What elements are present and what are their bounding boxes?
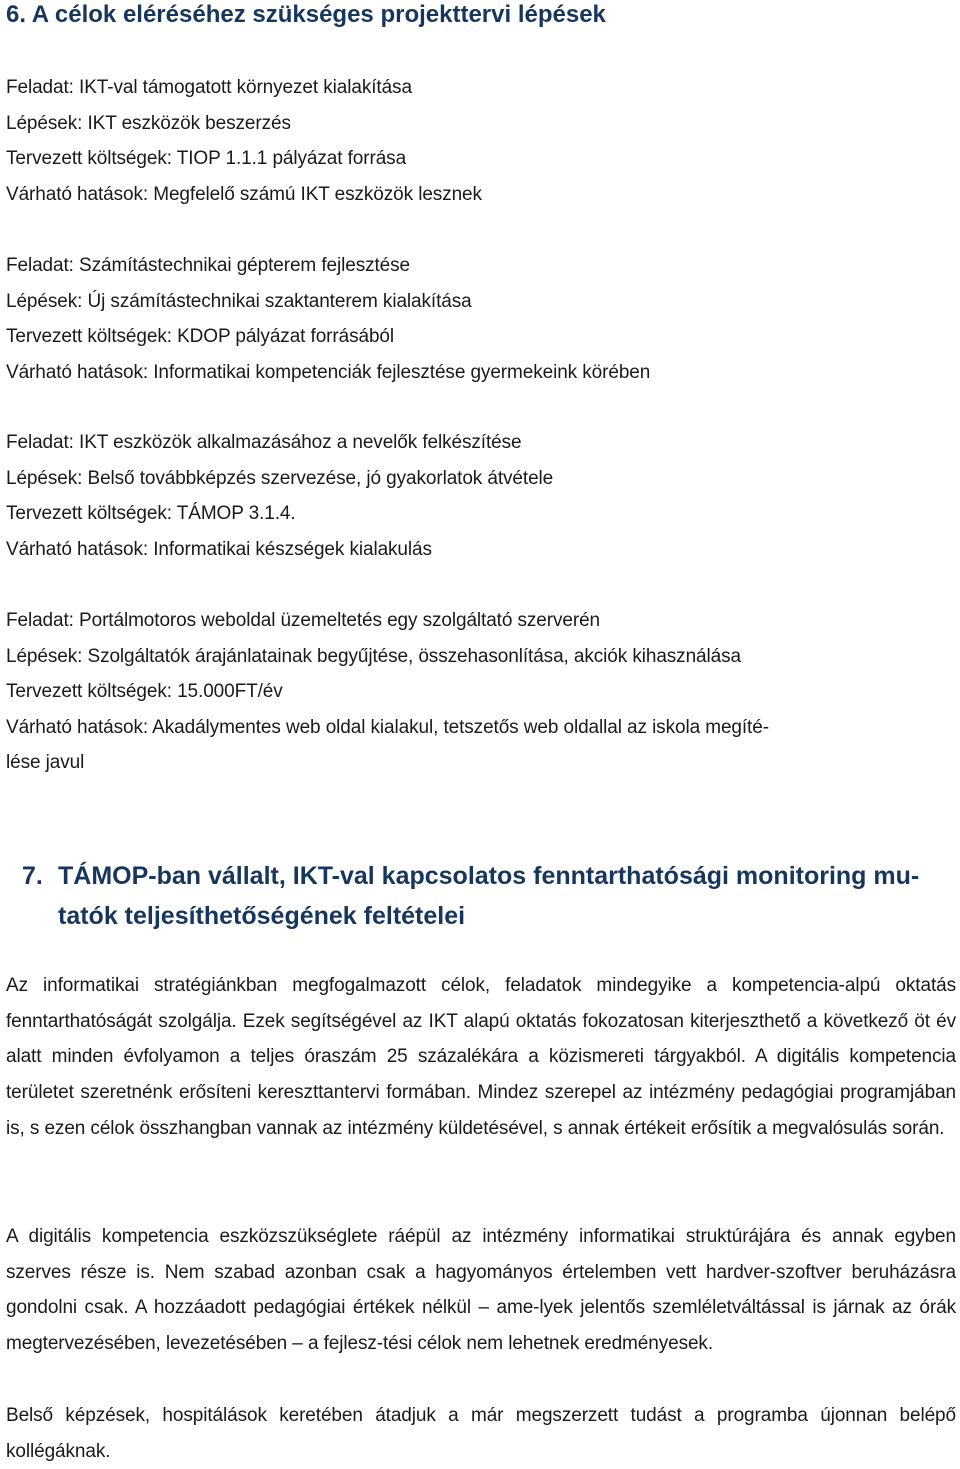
task-block-2	[6, 248, 650, 390]
task-koltsegek: Tervezett költségek: TÁMOP 3.1.4.	[6, 503, 296, 524]
section-7-heading-line1: TÁMOP-ban vállalt, IKT-val kapcsolatos fenntarthatósági monitoring mu-	[58, 862, 920, 890]
task-feladat: Feladat: Portálmotoros weboldal üzemeltetés egy szolgáltató szerverén	[6, 610, 601, 631]
task-hatasok: Várható hatások: Informatikai készségek kialakulás	[6, 538, 432, 560]
task-hatasok-continued: lése javul	[6, 752, 85, 773]
section-7-heading	[22, 856, 957, 936]
task-block-1	[6, 70, 482, 212]
task-feladat: Feladat: Számítástechnikai gépterem fejlesztése	[6, 255, 411, 276]
paragraph-3: Belső képzések, hospitálások keretében átadjuk a már megszerzett tudást a programba újonnan belépő kollégáknak.	[6, 1405, 956, 1462]
task-hatasok: Várható hatások: Informatikai kompetenciák fejlesztése gyermekeink körében	[6, 361, 651, 383]
task-lepesek: Lépések: Szolgáltatók árajánlatainak begyűjtése, összehasonlítása, akciók kihasználása	[6, 645, 741, 667]
task-koltsegek: Tervezett költségek: TIOP 1.1.1 pályázat forrása	[6, 148, 407, 169]
task-lepesek: Lépések: Új számítástechnikai szaktanterem kialakítása	[6, 290, 472, 312]
section-7-heading-line2: tatók teljesíthetőségének feltételei	[58, 902, 466, 930]
task-koltsegek: Tervezett költségek: 15.000FT/év	[6, 681, 283, 702]
paragraph-1: Az informatikai stratégiánkban megfogalmazott célok, feladatok mindegyike a kompetencia-alpú oktatás fenntarthatóságát szolgálja. Ezek segítségével az IKT alapú oktatás fokozatosan kiterjeszthető a következő öt év alatt minden évfolyamon a teljes óraszám 25 százalékára a közismereti tárgyakból. A digitális kompetencia területet szeretnénk erősíteni kereszttantervi formában. Mindez szerepel az intézmény pedagógiai programjában is, s ezen célok összhangban vannak az intézmény küldetésével, s annak értékeit erősítik a megvalósulás során.	[6, 975, 956, 1139]
task-hatasok: Várható hatások: Akadálymentes web oldal kialakul, tetszetős web oldallal az iskola megíté-	[6, 716, 769, 738]
task-block-3	[6, 425, 553, 567]
task-lepesek: Lépések: Belső továbbképzés szervezése, jó gyakorlatok átvétele	[6, 467, 554, 489]
task-block-4	[6, 603, 769, 781]
paragraph-2: A digitális kompetencia eszközszükséglete ráépül az intézmény informatikai struktúrájára és annak egyben szerves része is. Nem szabad azonban csak a hagyományos értelemben vett hardver-szoftver beruházásra gondolni csak. A hozzáadott pedagógiai értékek nélkül – ame-lyek jelentős szemléletváltással is járnak az órák megtervezésében, levezetésében – a fejlesz-tési célok nem lehetnek eredményesek.	[6, 1226, 956, 1355]
section-6-heading: 6. A célok eléréséhez szükséges projekttervi lépések	[6, 1, 606, 28]
task-feladat: Feladat: IKT eszközök alkalmazásához a nevelők felkészítése	[6, 432, 522, 453]
section-7-number: 7.	[22, 862, 43, 890]
task-hatasok: Várható hatások: Megfelelő számú IKT eszközök lesznek	[6, 183, 482, 205]
task-feladat: Feladat: IKT-val támogatott környezet kialakítása	[6, 77, 412, 98]
task-koltsegek: Tervezett költségek: KDOP pályázat forrásából	[6, 326, 395, 347]
task-lepesek: Lépések: IKT eszközök beszerzés	[6, 112, 291, 134]
